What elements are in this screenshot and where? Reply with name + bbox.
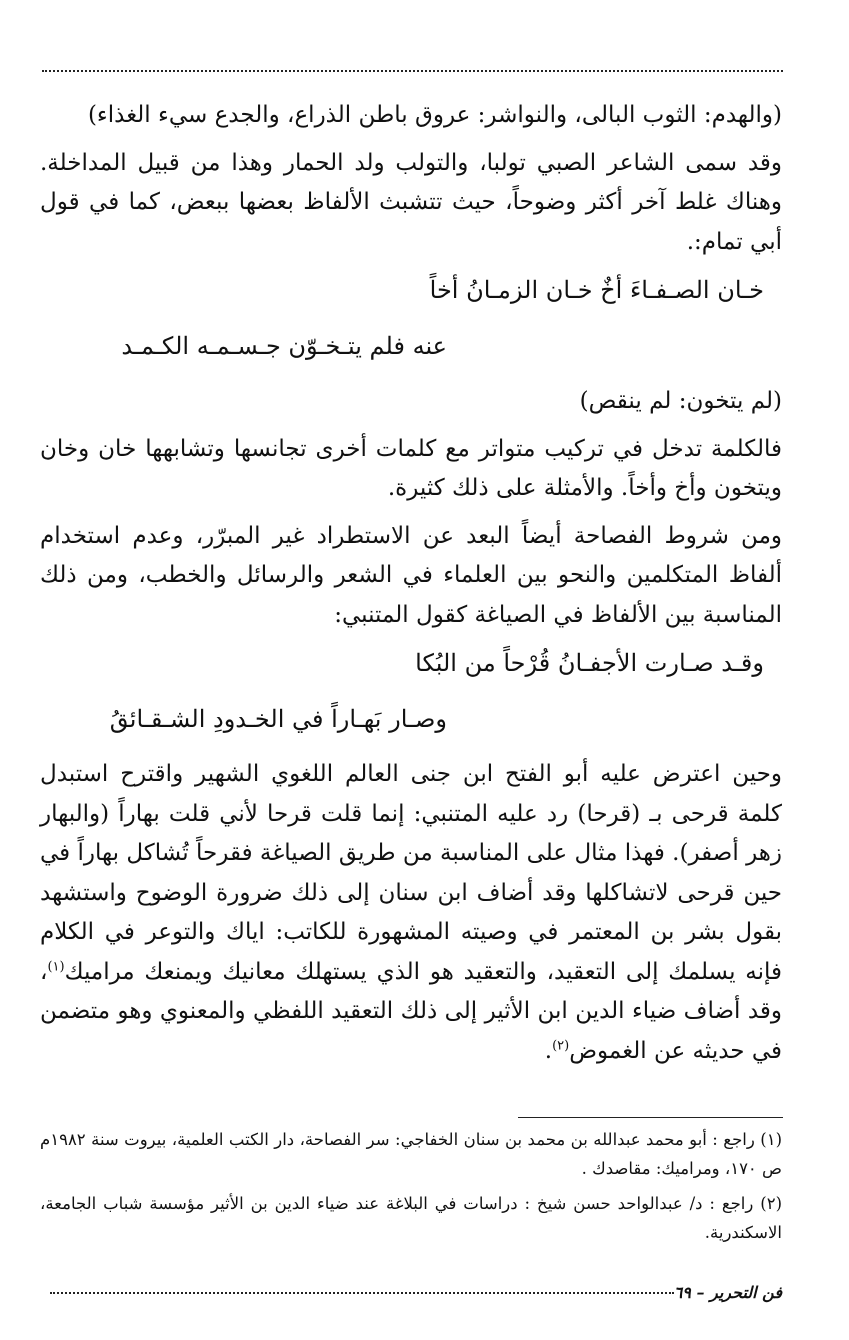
header-rule [42, 70, 783, 72]
verse-1-hemistich-2: عنه فلم يتـخـوّن جـسـمـه الكـمـد [121, 332, 447, 360]
verse-1-hemistich-1: خـان الصـفـاءَ أخٌ خـان الزمـانُ أخاً [429, 276, 764, 304]
paragraph-4 [40, 755, 782, 1071]
footnote-2: (٢) راجع : د/ عبدالواحد حسن شيخ : دراسات في البلاغة عند ضياء الدين بن الأثير مؤسسة شباب الجامعة، الاسكندرية. [40, 1194, 782, 1242]
footnote-1: (١) راجع : أبو محمد عبدالله بن محمد بن سنان الخفاجي: سر الفصاحة، دار الكتب العلمية، بيروت سنة ١٩٨٢م ص ١٧٠، ومراميك: مقاصدك . [40, 1130, 782, 1178]
paragraph-2: فالكلمة تدخل في تركيب متواتر مع كلمات أخرى تجانسها وتشابهها خان وخان ويتخون وأخ وأخاً. والأمثلة على ذلك كثيرة. [40, 435, 782, 501]
paragraph-3: ومن شروط الفصاحة أيضاً البعد عن الاستطراد غير المبرّر، وعدم استخدام ألفاظ المتكلمين والنحو بين العلماء في الشعر والرسائل والخطب، ومن ذلك المناسبة بين الألفاظ في الصياغة كقول المتنبي: [40, 522, 782, 628]
page-body [40, 96, 782, 1071]
paragraph-gloss-1: (والهدم: الثوب البالى، والنواشر: عروق باطن الذراع، والجدع سيء الغذاء) [87, 102, 782, 128]
verse-2-hemistich-2: وصـار بَهـاراً في الخـدودِ الشـقـائقُ [109, 705, 447, 733]
footnote-ref-2: (٢) [552, 1037, 570, 1053]
page-footer [40, 1283, 782, 1302]
page-number: فن التحرير – ٦٩ [673, 1283, 782, 1302]
footer-rule [50, 1292, 674, 1294]
footnotes [40, 1125, 782, 1253]
paragraph-1: وقد سمى الشاعر الصبي تولبا، والتولب ولد الحمار وهذا من قبيل المداخلة. وهناك غلط آخر أكثر وضوحاً، حيث تتشبث الألفاظ بعضها ببعض، كما في قول أبي تمام:. [40, 149, 782, 255]
footnote-separator [518, 1117, 783, 1118]
footnote-ref-1: (١) [47, 958, 65, 974]
verse-gloss: (لم يتخون: لم ينقص) [579, 388, 782, 414]
verse-2-hemistich-1: وقـد صـارت الأجفـانُ قُرْحاً من البُكا [415, 649, 764, 677]
paragraph-4-text: وحين اعترض عليه أبو الفتح ابن جنى العالم اللغوي الشهير واقترح استبدل كلمة قرحى بـ (قرحا) رد عليه المتنبي: إنما قلت قرحا لأني قلت بهاراً (والبهار زهر أصفر). فهذا مثال على المناسبة من طريق الصياغة فقرحاً تُشاكل بهاراً في حين قرحى لاتشاكلها وقد أضاف ابن سنان إلى ذلك ضرورة الوضوح واستشهد بقول بشر بن المعتمر في وصيته المشهورة للكاتب: اياك والتوعر في الكلام فإنه يسلمك إلى التعقيد، والتعقيد هو الذي يستهلك معانيك ويمنعك مراميك [40, 761, 782, 985]
paragraph-4-continued: ، وقد أضاف ضياء الدين ابن الأثير إلى ذلك التعقيد اللفظي والمعنوي وهو متضمن في حديثه عن الغموض [40, 958, 782, 1064]
paragraph-4-end: . [544, 1037, 553, 1064]
